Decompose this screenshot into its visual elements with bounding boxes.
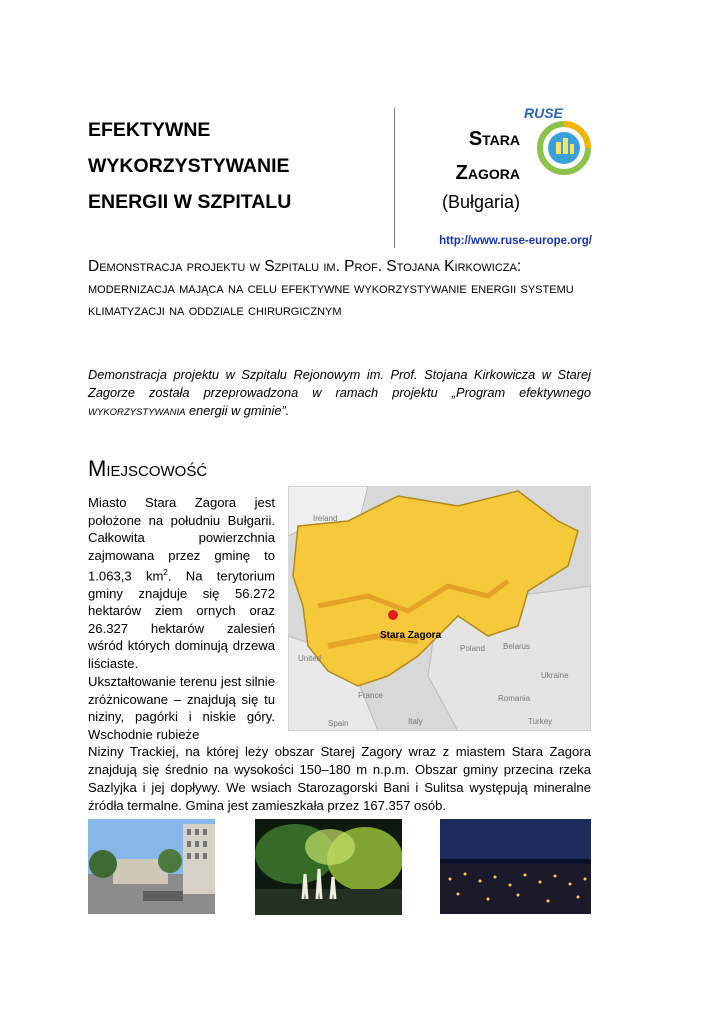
marker-label: Stara Zagora (380, 630, 442, 641)
photo-city-square (88, 819, 215, 914)
intro-smallcaps: WYKORZYSTYWANIA (88, 407, 186, 418)
demonstration-title: Demonstracja projektu w Szpitalu im. Prof. Stojana Kirkowicza: modernizacja mająca na celu efektywne wykorzystywanie energii systemu klimatyzacji na oddziale chirurgicznym (88, 258, 574, 319)
section-title: Miejscowość (88, 456, 208, 481)
map-label: Ukraine (541, 671, 569, 680)
map-label: Poland (460, 644, 485, 653)
location-paragraph-1 (88, 494, 275, 672)
photo-city-night-panorama (440, 819, 591, 914)
intro-text: Demonstracja projektu w Szpitalu Rejonowym im. Prof. Stojana Kirkowicza w Starej Zagorze została przeprowadzona w ramach projektu „Program efektywnego (88, 367, 591, 400)
location-paragraph-2-continued: Niziny Trackiej, na której leży obszar Starej Zagory wraz z miastem Stara Zagora znajdują się średnio na wysokości 150–180 m n.p.m. Obszar gminy przecina rzeka Sazlyjka i jej dopływy. We wsiach Starozagorski Bani i Sulitsa występują mineralne źródła termalne. Gmina jest zamieszkała przez 167.357 osób. (88, 744, 591, 813)
map-label: United (298, 654, 322, 663)
map-label: Turkey (528, 717, 553, 726)
location-paragraph-2: Ukształtowanie terenu jest silnie zróżnicowane – znajdują się tu niziny, pagórki i niskie góry. Wschodnie rubieże (88, 674, 275, 742)
website-link[interactable]: http://www.ruse-europe.org/ (439, 235, 592, 247)
map-label: Ireland (313, 514, 338, 523)
city-name (420, 122, 520, 190)
photo-night-fountain (255, 819, 402, 915)
city-line: Zagora (455, 162, 520, 184)
map-label: France (358, 691, 383, 700)
intro-paragraph (88, 366, 591, 422)
map-label: Belarus (503, 642, 531, 651)
title-line: ENERGII W SZPITALU (88, 191, 292, 213)
city-line: Stara (468, 128, 520, 150)
ruse-logo (520, 104, 600, 176)
stara-zagora-marker (388, 610, 398, 620)
title-line: EFEKTYWNE (88, 119, 211, 141)
intro-text-end: energii w gminie”. (185, 403, 290, 418)
logo-text: RUSE (524, 105, 563, 121)
country-name: (Bułgaria) (441, 192, 520, 212)
para-text: . Na terytorium gminy znajduje się 56.272 hektarów ziem ornych oraz 26.327 hektarów zalesień wśród których dominują drzewa liściaste. (88, 568, 276, 671)
location-map (288, 486, 591, 731)
map-label: Spain (328, 719, 349, 728)
para-text: Miasto Stara Zagora jest położone na południu Bułgarii. Całkowita powierzchnia zajmowana przez gminę to 1.063,3 km (88, 495, 275, 584)
superscript: 2 (163, 568, 168, 577)
map-label: Romania (498, 694, 531, 703)
header-divider (394, 108, 395, 248)
title-line: WYKORZYSTYWANIE (88, 155, 290, 177)
document-title (88, 112, 388, 220)
map-label: Italy (408, 717, 423, 726)
